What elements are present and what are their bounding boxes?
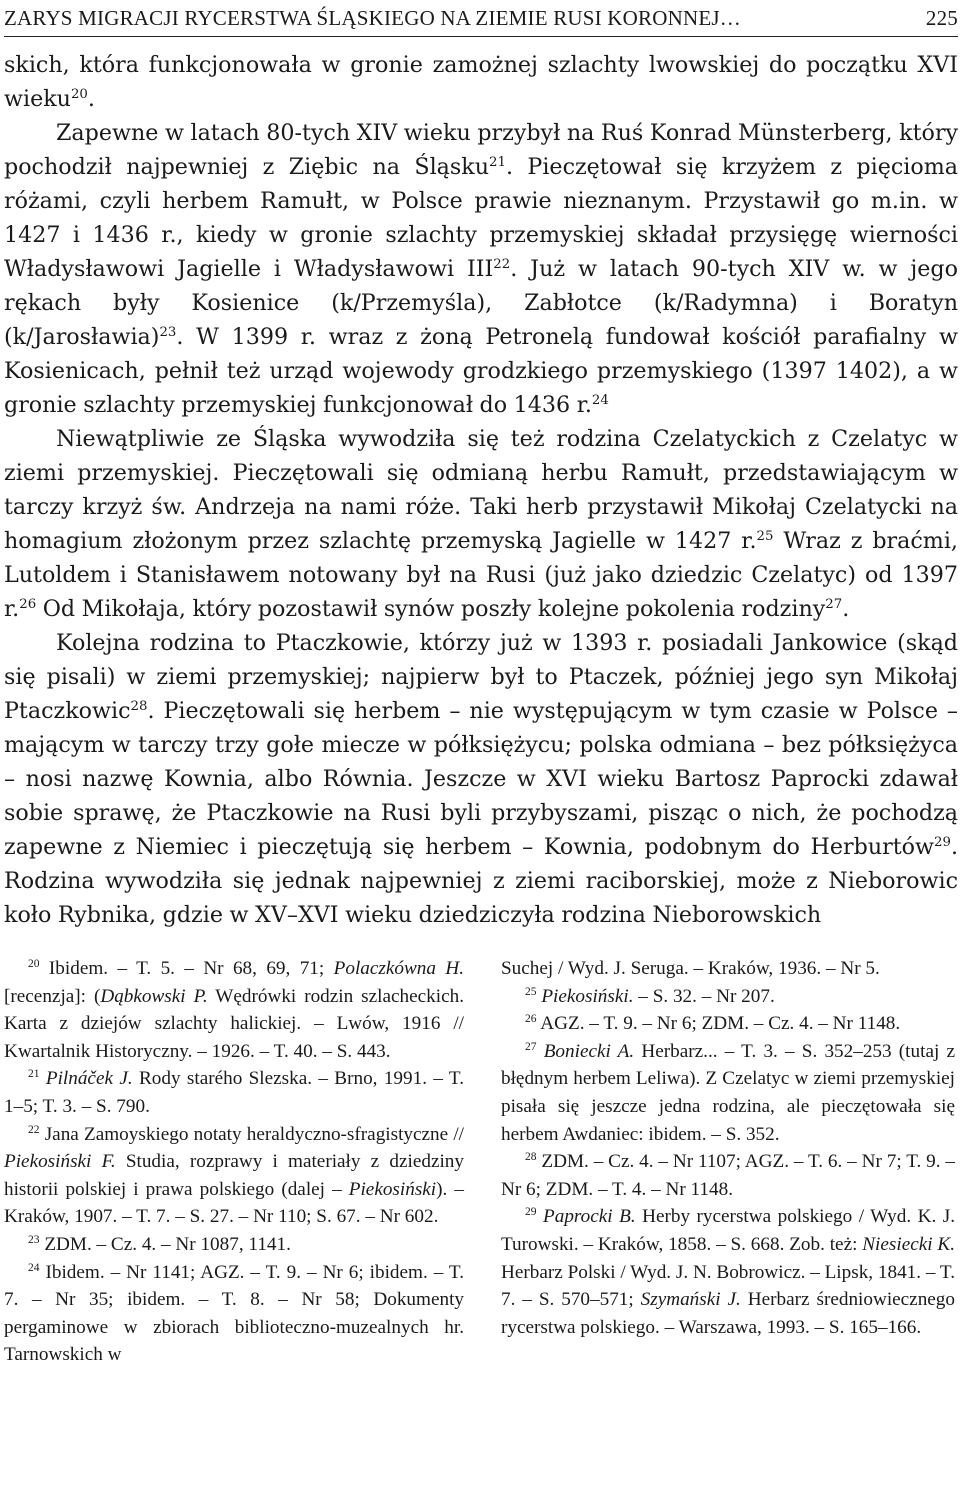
footnote-text: Jana Zamoyskiego notaty heraldyczno-sfragistyczne // [44, 1123, 465, 1145]
paragraph-4 [4, 626, 958, 932]
footnote-ref[interactable]: 21 [489, 155, 506, 171]
footnote-text: Ibidem. – Nr 1141; AGZ. – T. 9. – Nr 6; ibidem. – T. 7. – Nr 35; ibidem. – T. 8. – Nr 58; Dokumenty pergaminowe w zbiorach biblioteczno-muzealnych hr. Tarnowskich w [4, 1261, 465, 1366]
footnote-ref[interactable]: 26 [19, 597, 37, 613]
text-run: . Już w latach 90-tych XIV w. w jego rękach były Kosienice (k/Przemyśla), Zabłotce (k/Radymna) i Boratyn (k/Jarosławia) [4, 256, 958, 350]
text-run: Niewątpliwie ze Śląska wywodziła się też rodzina Czelatyckich z Czelatyc w ziemi przemyskiej. Pieczętowali się odmianą herbu Ramułt, przedstawiającym w tarczy krzyż św. Andrzeja na nami róże. Taki herb przystawił Mikołaj Czelatycki na homagium złożonym przez szlachtę przemyską Jagielle w 1427 r. [4, 426, 958, 554]
author-name: Dąbkowski P. [100, 985, 208, 1007]
footnote-ref[interactable]: 29 [933, 835, 951, 851]
text-run: Od Mikołaja, który pozostawił synów poszły kolejne pokolenia rodziny [36, 596, 826, 622]
paragraph-2 [4, 116, 958, 422]
footnote-24 [4, 1259, 464, 1369]
footnote-27 [501, 1038, 955, 1148]
author-name: Polaczkówna H. [333, 958, 464, 979]
footnote-text: ZDM. – Cz. 4. – Nr 1087, 1141. [44, 1233, 291, 1255]
footnote-text: ZDM. – Cz. 4. – Nr 1107; AGZ. – T. 6. – Nr 7; T. 9. – Nr 6; ZDM. – T. 4. – Nr 1148. [501, 1151, 956, 1200]
text-run: Kolejna rodzina to Ptaczkowie, którzy już w 1393 r. posiadali Jankowice (skąd się pisali) w ziemi przemyskiej; najpierw był to Ptaczek, później jego syn Mikołaj Ptaczkowic [4, 630, 958, 724]
footnote-number: 23 [28, 1234, 40, 1247]
footnote-number: 20 [28, 958, 40, 971]
text-run: . [842, 596, 850, 622]
footnote-20 [4, 955, 464, 1065]
page-number: 225 [925, 6, 958, 30]
footnote-number: 25 [525, 985, 537, 998]
footnote-text: ). – Kraków, 1907. – T. 7. – S. 27. – Nr 110; S. 67. – Nr 602. [4, 1178, 464, 1228]
text-run: . Pieczętował się krzyżem z pięcioma różami, czyli herbem Ramułt, w Polsce prawie nieznanym. Przystawił go m.in. w 1427 i 1436 r., kiedy w gronie szlachty przemyskiej składał przysięgę wierności Władysławowi Jagielle i Władysławowi III [4, 154, 959, 282]
footnote-text: Suchej / Wyd. J. Seruga. – Kraków, 1936. – Nr 5. [501, 958, 880, 979]
text-run: . W 1399 r. wraz z żoną Petronelą fundował kościół parafialny w Kosienicach, pełnił też urząd wojewody grodzkiego przemyskiego (1397 1402), a w gronie szlachty przemyskiej funkcjonował do 1436 r. [4, 324, 958, 418]
footnote-ref[interactable]: 24 [591, 393, 609, 409]
text-run: . Pieczętowali się herbem – nie występującym w tym czasie w Polsce – mającym w tarczy trzy gołe miecze w półksiężycu; polska odmiana – bez półksiężyca – nosi nazwę Kownia, albo Równia. Jeszcze w XVI wieku Bartosz Paprocki zdawał sobie sprawę, że Ptaczkowie na Rusi byli przybyszami, pisząc o nich, że pochodzą zapewne z Niemiec i pieczętują się herbem – Kownia, podobnym do Herburtów [4, 698, 958, 860]
text-run: Wraz z braćmi, Lutoldem i Stanisławem notowany był na Rusi (już jako dziedzic Czelatyc) od 1397 r. [4, 528, 958, 622]
text-run: Zapewne w latach 80-tych XIV wieku przybył na Ruś Konrad Münsterberg, który pochodził najpewniej z Ziębic na Śląsku [4, 120, 958, 180]
author-name: Niesiecki K. [862, 1233, 955, 1255]
footnote-number: 24 [28, 1261, 40, 1274]
paragraph-1 [4, 48, 958, 116]
footnote-29 [501, 1203, 955, 1341]
text-run: skich, która funkcjonowała w gronie zamożnej szlachty lwowskiej do początku XVI wieku [4, 52, 958, 112]
footnote-24-continued [501, 955, 955, 983]
footnote-28 [501, 1148, 955, 1203]
footnote-ref[interactable]: 27 [825, 597, 843, 613]
footnote-21 [4, 1065, 464, 1120]
main-text [4, 48, 958, 932]
footnote-number: 22 [28, 1123, 40, 1136]
footnotes-right-column [501, 955, 955, 1341]
footnote-text: Ibidem. – T. 5. – Nr 68, 69, 71; [48, 958, 334, 979]
footnote-number: 21 [28, 1068, 40, 1081]
footnote-ref[interactable]: 23 [159, 325, 177, 341]
author-name: Piekosiński F. [4, 1151, 116, 1173]
author-name: Szymański J. [640, 1289, 741, 1311]
footnote-text: Herby rycerstwa polskiego / Wyd. K. J. Turowski. – Kraków, 1858. – S. 668. Zob. też: [501, 1206, 955, 1255]
text-run: . Rodzina wywodziła się jednak najpewniej z ziemi raciborskiej, może z Nieborowic koło Rybnika, gdzie w XV–XVI wieku dziedziczyła rodzina Nieborowskich [4, 834, 958, 928]
footnote-25 [501, 983, 955, 1011]
footnote-text: Wędrówki rodzin szlacheckich. Karta z dziejów szlachty halickiej. – Lwów, 1916 // Kwartalnik Historyczny. – 1926. – T. 40. – S. 443. [4, 985, 464, 1062]
footnote-number: 29 [525, 1206, 537, 1219]
footnote-number: 27 [525, 1040, 537, 1053]
paragraph-3 [4, 422, 958, 626]
footnote-ref[interactable]: 20 [70, 87, 88, 103]
footnote-ref[interactable]: 28 [130, 699, 148, 715]
author-name: Piekosiński [348, 1178, 437, 1200]
author-name: Piekosiński. [541, 985, 634, 1007]
footnote-text: [recenzja]: ( [4, 985, 101, 1007]
footnote-22 [4, 1121, 464, 1231]
running-title: ZARYS MIGRACJI RYCERSTWA ŚLĄSKIEGO NA ZIEMIE RUSI KORONNEJ… [4, 6, 741, 30]
footnote-text: Rody starého Slezska. – Brno, 1991. – T. 1–5; T. 3. – S. 790. [4, 1068, 465, 1117]
author-name: Boniecki A. [543, 1040, 635, 1062]
footnote-text: Herbarz... – T. 3. – S. 352–253 (tutaj z błędnym herbem Leliwa). Z Czelatyc w ziemi przemyskiej pisała się jeszcze jedna rodzina, ale pieczętowała się herbem Awdaniec: ibidem. – S. 352. [501, 1040, 955, 1145]
footnotes-left-column [4, 955, 464, 1369]
footnote-ref[interactable]: 22 [493, 257, 511, 273]
footnote-23 [4, 1231, 464, 1259]
footnote-number: 26 [525, 1013, 537, 1026]
footnote-number: 28 [525, 1151, 537, 1164]
footnote-text: Herbarz Polski / Wyd. J. N. Bobrowicz. – Lipsk, 1841. – T. 7. – S. 570–571; [501, 1261, 955, 1311]
footnote-ref[interactable]: 25 [756, 529, 774, 545]
footnote-text: AGZ. – T. 9. – Nr 6; ZDM. – Cz. 4. – Nr 1148. [540, 1013, 901, 1035]
footnote-text: Herbarz średniowiecznego rycerstwa polskiego. – Warszawa, 1993. – S. 165–166. [501, 1289, 955, 1338]
text-run: . [87, 86, 95, 112]
author-name: Pilnáček J. [45, 1068, 133, 1090]
footnote-text: – S. 32. – Nr 207. [633, 985, 775, 1007]
author-name: Paprocki B. [543, 1206, 636, 1228]
running-header [4, 4, 958, 37]
footnote-text: Studia, rozprawy i materiały z dziedziny historii polskiej i prawa polskiego (dalej – [4, 1151, 464, 1200]
footnote-26 [501, 1010, 955, 1038]
